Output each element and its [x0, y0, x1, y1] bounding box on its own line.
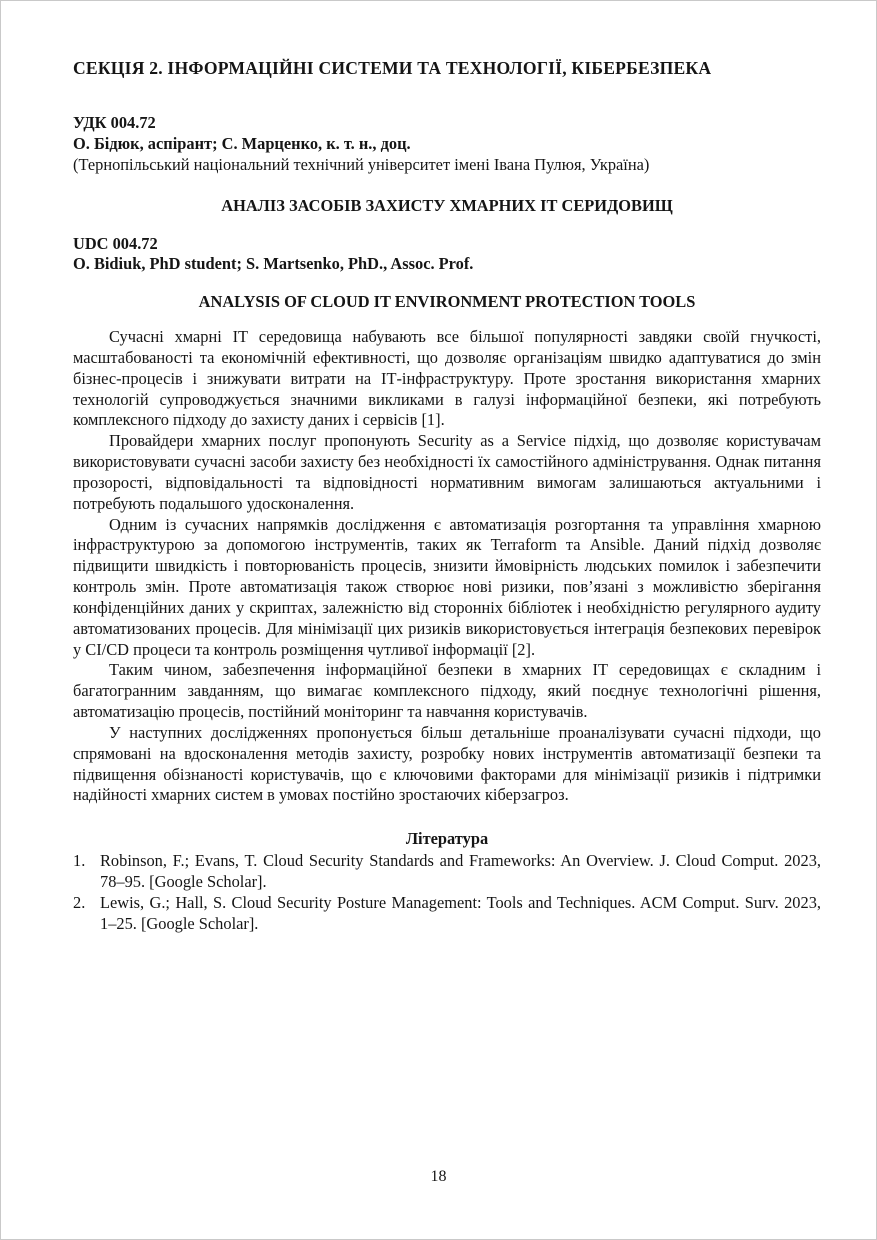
reference-number-1: 1. — [73, 851, 86, 871]
udc-number-ua: УДК 004.72 — [73, 113, 156, 133]
references-heading: Література — [405, 829, 489, 849]
authors-en: O. Bidiuk, PhD student; S. Martsenko, PhD., Assoc. Prof. — [73, 254, 474, 274]
page-number: 18 — [430, 1167, 447, 1185]
udc-block-english — [73, 234, 821, 276]
body-paragraph-5: У наступних дослідженнях пропонується більш детальніше проаналізувати сучасні підходи, що спрямовані на вдосконалення методів захисту, розробку нових інструментів автоматизації безпеки та підвищення обізнаності користувачів, що є ключовими факторами для мінімізації ризиків і підтримки надійності хмарних систем в умовах постійно зростаючих кіберзагроз. — [73, 722, 821, 805]
body-paragraph-4: Таким чином, забезпечення інформаційної безпеки в хмарних ІТ середовищах є складним і багатогранним завданням, що вимагає комплексного підходу, який поєднує технологічні рішення, автоматизацію процесів, постійний моніторинг та навчання користувачів. — [73, 660, 821, 722]
authors-ua: О. Бідюк, аспірант; С. Марценко, к. т. н., доц. — [73, 134, 411, 154]
references-list — [73, 851, 821, 934]
abstract-body — [73, 327, 821, 806]
body-paragraph-2: Провайдери хмарних послуг пропонують Security as a Service підхід, що дозволяє користувачам використовувати сучасні засоби захисту без необхідності їх самостійного адміністрування. Однак питання прозорості, відповідальності та відповідності нормативним вимогам залишаються актуальними і потребують подальшого удосконалення. — [73, 431, 821, 513]
reference-item-1 — [73, 851, 821, 893]
udc-block-ukrainian — [73, 113, 821, 175]
reference-number-2: 2. — [73, 892, 86, 912]
section-heading: СЕКЦІЯ 2. ІНФОРМАЦІЙНІ СИСТЕМИ ТА ТЕХНОЛОГІЇ, КІБЕРБЕЗПЕКА — [73, 58, 712, 78]
article-title-english: ANALYSIS OF CLOUD IT ENVIRONMENT PROTECTION TOOLS — [198, 292, 696, 312]
udc-number-en: UDC 004.72 — [73, 233, 158, 253]
body-paragraph-1: Сучасні хмарні ІТ середовища набувають все більшої популярності завдяки своїй гнучкості, масштабованості та економічній ефективності, що дозволяє організаціям швидко адаптуватися до змін бізнес-процесів і знижувати витрати на ІТ-інфраструктуру. Проте зростання використання хмарних технологій супроводжується значними викликами в галузі інформаційної безпеки, які потребують комплексного підходу до захисту даних і сервісів [1]. — [73, 327, 821, 430]
affiliation-ua: (Тернопільський національний технічний університет імені Івана Пулюя, Україна) — [73, 155, 650, 174]
article-title-ukrainian: АНАЛІЗ ЗАСОБІВ ЗАХИСТУ ХМАРНИХ ІТ СЕРИДОВИЩ — [221, 195, 673, 215]
reference-text-2: Lewis, G.; Hall, S. Cloud Security Posture Management: Tools and Techniques. ACM Comput. Surv. 2023, 1–25. [Google Scholar]. — [100, 892, 821, 933]
body-paragraph-3: Одним із сучасних напрямків дослідження є автоматизація розгортання та управління хмарною інфраструктурою за допомогою інструментів, таких як Terraform та Ansible. Даний підхід дозволяє підвищити швидкість і повторюваність процесів, знизити ймовірність людських помилок і забезпечити контроль змін. Проте автоматизація також створює нові ризики, пов’язані з можливістю зберігання конфіденційних даних у скриптах, залежністю від сторонніх бібліотек і необхідністю регулярного аудиту автоматизованих процесів. Для мінімізації цих ризиків використовується інтеграція безпекових перевірок у CI/CD процеси та контроль розміщення чутливої інформації [2]. — [73, 514, 821, 659]
reference-text-1: Robinson, F.; Evans, T. Cloud Security Standards and Frameworks: An Overview. J. Cloud Comput. 2023, 78–95. [Google Scholar]. — [100, 851, 821, 891]
reference-item-2 — [73, 893, 821, 935]
